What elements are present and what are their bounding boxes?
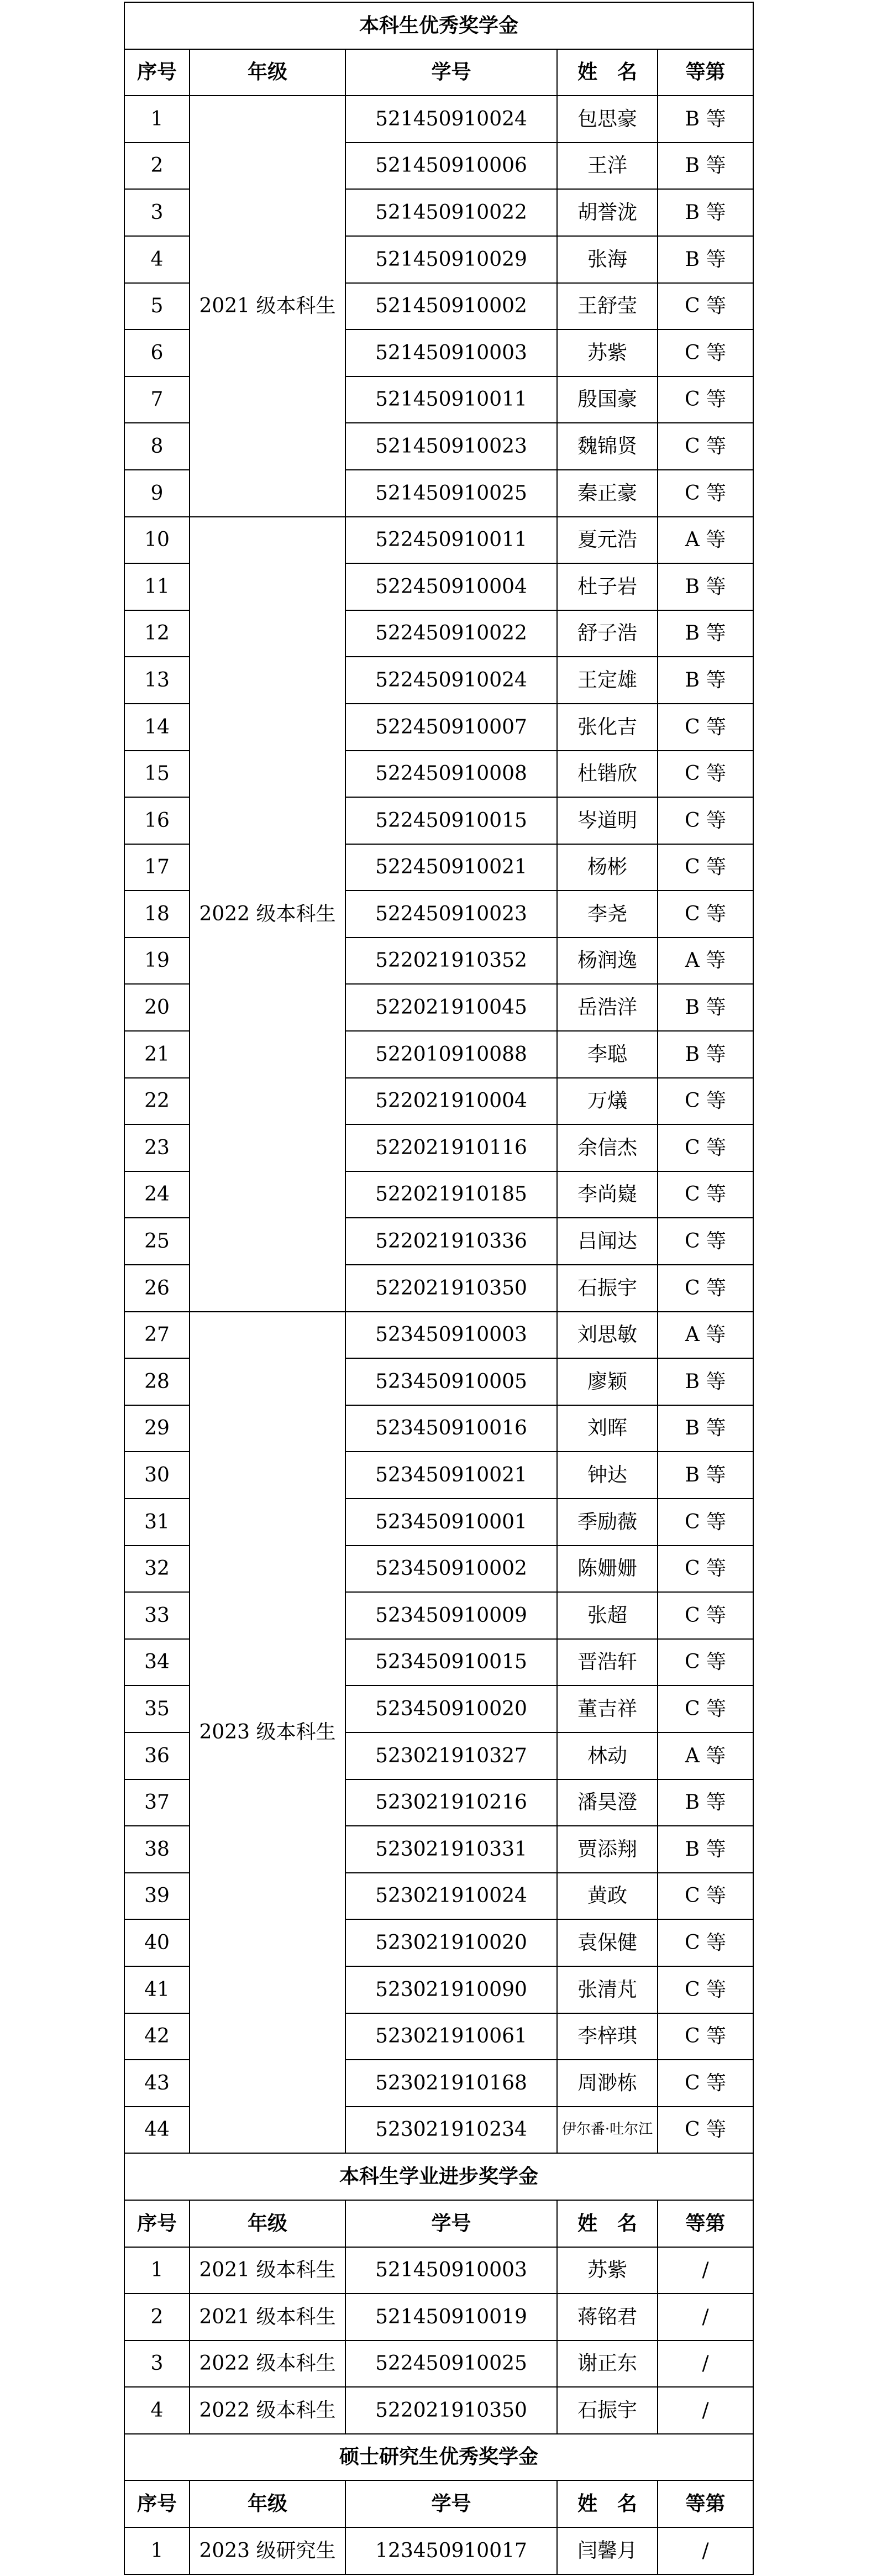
award-level: C 等 <box>658 891 753 938</box>
student-name: 杨彬 <box>557 844 658 891</box>
student-name: 秦正豪 <box>557 470 658 517</box>
award-level: B 等 <box>658 610 753 657</box>
level-header: 等第 <box>658 49 753 96</box>
student-name: 李尧 <box>557 891 658 938</box>
student-id: 522021910116 <box>345 1124 557 1171</box>
student-id: 522450910021 <box>345 844 557 891</box>
student-name: 陈姗姗 <box>557 1546 658 1593</box>
row-number: 12 <box>124 610 190 657</box>
no-header: 序号 <box>124 2480 190 2527</box>
student-id: 522450910025 <box>345 2341 557 2387</box>
row-number: 35 <box>124 1685 190 1732</box>
award-level: B 等 <box>658 1358 753 1405</box>
student-name: 伊尔番·吐尔江 <box>557 2107 658 2154</box>
grade-cell: 2023 级本科生 <box>190 1312 345 2154</box>
student-id: 523450910015 <box>345 1639 557 1686</box>
award-level: C 等 <box>658 329 753 376</box>
row-number: 39 <box>124 1873 190 1920</box>
student-name: 刘思敏 <box>557 1312 658 1359</box>
student-id: 522021910350 <box>345 1265 557 1312</box>
section-title: 硕士研究生优秀奖学金 <box>124 2434 753 2481</box>
name-header: 姓 名 <box>557 2480 658 2527</box>
student-name: 黄政 <box>557 1873 658 1920</box>
student-id: 521450910003 <box>345 329 557 376</box>
award-level: A 等 <box>658 517 753 564</box>
student-id: 523450910001 <box>345 1499 557 1546</box>
row-number: 2 <box>124 143 190 190</box>
student-id: 522450910007 <box>345 704 557 751</box>
row-number: 5 <box>124 283 190 330</box>
no-header: 序号 <box>124 2200 190 2247</box>
student-id: 522021910336 <box>345 1218 557 1265</box>
student-name: 周渺栋 <box>557 2060 658 2107</box>
award-level: C 等 <box>658 1873 753 1920</box>
row-number: 8 <box>124 423 190 470</box>
award-level: C 等 <box>658 2107 753 2154</box>
student-id: 521450910006 <box>345 143 557 190</box>
row-number: 21 <box>124 1031 190 1078</box>
student-id: 523450910016 <box>345 1405 557 1452</box>
header-row <box>124 49 753 96</box>
student-name: 晋浩轩 <box>557 1639 658 1686</box>
student-id: 522450910011 <box>345 517 557 564</box>
grade-header: 年级 <box>190 2480 345 2527</box>
row-number: 34 <box>124 1639 190 1686</box>
row-number: 6 <box>124 329 190 376</box>
row-number: 26 <box>124 1265 190 1312</box>
award-level: B 等 <box>658 984 753 1031</box>
grade-header: 年级 <box>190 49 345 96</box>
award-level: / <box>658 2341 753 2387</box>
student-id: 523021910331 <box>345 1826 557 1873</box>
award-level: C 等 <box>658 1592 753 1639</box>
table-row <box>124 1312 753 1359</box>
row-number: 27 <box>124 1312 190 1359</box>
row-number: 23 <box>124 1124 190 1171</box>
row-number: 36 <box>124 1732 190 1779</box>
row-number: 1 <box>124 2527 190 2574</box>
award-level: C 等 <box>658 844 753 891</box>
row-number: 22 <box>124 1078 190 1125</box>
student-name: 苏紫 <box>557 329 658 376</box>
grade-cell: 2022 级本科生 <box>190 2387 345 2434</box>
award-level: C 等 <box>658 704 753 751</box>
student-id: 521450910019 <box>345 2294 557 2341</box>
row-number: 19 <box>124 938 190 985</box>
row-number: 1 <box>124 96 190 143</box>
student-name: 胡誉泷 <box>557 189 658 236</box>
row-number: 18 <box>124 891 190 938</box>
student-name: 余信杰 <box>557 1124 658 1171</box>
student-id: 523450910005 <box>345 1358 557 1405</box>
row-number: 40 <box>124 1919 190 1966</box>
row-number: 28 <box>124 1358 190 1405</box>
student-id: 523021910061 <box>345 2013 557 2060</box>
student-id: 522450910023 <box>345 891 557 938</box>
grade-cell: 2023 级研究生 <box>190 2527 345 2574</box>
award-level: / <box>658 2387 753 2434</box>
section-title-row <box>124 2 753 49</box>
student-name: 夏元浩 <box>557 517 658 564</box>
student-id: 523021910216 <box>345 1779 557 1826</box>
student-name: 林动 <box>557 1732 658 1779</box>
grade-cell: 2021 级本科生 <box>190 2247 345 2294</box>
student-id-header: 学号 <box>345 2480 557 2527</box>
award-level: B 等 <box>658 189 753 236</box>
section-title: 本科生优秀奖学金 <box>124 2 753 49</box>
student-id: 523021910090 <box>345 1966 557 2013</box>
student-id: 521450910022 <box>345 189 557 236</box>
student-id: 522450910004 <box>345 563 557 610</box>
student-name: 杜子岩 <box>557 563 658 610</box>
student-id: 521450910002 <box>345 283 557 330</box>
student-name: 张清芃 <box>557 1966 658 2013</box>
student-name: 袁保健 <box>557 1919 658 1966</box>
award-level: C 等 <box>658 797 753 844</box>
table-row <box>124 2527 753 2574</box>
student-name: 石振宇 <box>557 2387 658 2434</box>
student-name: 石振宇 <box>557 1265 658 1312</box>
award-level: / <box>658 2247 753 2294</box>
award-level: C 等 <box>658 1265 753 1312</box>
student-id: 521450910023 <box>345 423 557 470</box>
row-number: 41 <box>124 1966 190 2013</box>
student-name: 万燨 <box>557 1078 658 1125</box>
award-level: B 等 <box>658 1031 753 1078</box>
award-level: C 等 <box>658 1124 753 1171</box>
student-id: 523450910020 <box>345 1685 557 1732</box>
row-number: 42 <box>124 2013 190 2060</box>
student-name: 岳浩洋 <box>557 984 658 1031</box>
student-id: 522450910024 <box>345 657 557 704</box>
student-id: 522010910088 <box>345 1031 557 1078</box>
row-number: 9 <box>124 470 190 517</box>
row-number: 17 <box>124 844 190 891</box>
award-level: / <box>658 2294 753 2341</box>
student-id: 521450910025 <box>345 470 557 517</box>
name-header: 姓 名 <box>557 49 658 96</box>
student-name: 蒋铭君 <box>557 2294 658 2341</box>
award-level: B 等 <box>658 657 753 704</box>
row-number: 20 <box>124 984 190 1031</box>
award-level: C 等 <box>658 1499 753 1546</box>
student-name: 李聪 <box>557 1031 658 1078</box>
award-level: C 等 <box>658 283 753 330</box>
row-number: 16 <box>124 797 190 844</box>
student-name: 李尚嶷 <box>557 1171 658 1218</box>
row-number: 24 <box>124 1171 190 1218</box>
student-name: 杜锴欣 <box>557 751 658 798</box>
row-number: 3 <box>124 2341 190 2387</box>
award-level: C 等 <box>658 1639 753 1686</box>
section-title-row <box>124 2434 753 2481</box>
table-row <box>124 517 753 564</box>
row-number: 25 <box>124 1218 190 1265</box>
grade-header: 年级 <box>190 2200 345 2247</box>
award-level: C 等 <box>658 423 753 470</box>
student-name: 杨润逸 <box>557 938 658 985</box>
row-number: 31 <box>124 1499 190 1546</box>
header-row <box>124 2200 753 2247</box>
student-id: 523450910002 <box>345 1546 557 1593</box>
student-name: 张超 <box>557 1592 658 1639</box>
level-header: 等第 <box>658 2480 753 2527</box>
award-level: B 等 <box>658 563 753 610</box>
award-level: B 等 <box>658 236 753 283</box>
award-level: C 等 <box>658 470 753 517</box>
student-id: 523021910168 <box>345 2060 557 2107</box>
student-id: 521450910003 <box>345 2247 557 2294</box>
student-name: 魏锦贤 <box>557 423 658 470</box>
table-row <box>124 2247 753 2294</box>
student-id: 522021910350 <box>345 2387 557 2434</box>
grade-cell: 2021 级本科生 <box>190 2294 345 2341</box>
student-id: 522021910185 <box>345 1171 557 1218</box>
award-level: A 等 <box>658 1732 753 1779</box>
award-level: A 等 <box>658 1312 753 1359</box>
grade-cell: 2022 级本科生 <box>190 517 345 1312</box>
row-number: 44 <box>124 2107 190 2154</box>
student-id: 523021910020 <box>345 1919 557 1966</box>
student-id: 523021910024 <box>345 1873 557 1920</box>
row-number: 32 <box>124 1546 190 1593</box>
table-row <box>124 2294 753 2341</box>
student-id: 521450910024 <box>345 96 557 143</box>
grade-cell: 2022 级本科生 <box>190 2341 345 2387</box>
scholarship-table <box>124 2 754 2575</box>
student-name: 廖颖 <box>557 1358 658 1405</box>
row-number: 14 <box>124 704 190 751</box>
award-level: B 等 <box>658 1826 753 1873</box>
student-name: 潘昊澄 <box>557 1779 658 1826</box>
award-level: C 等 <box>658 376 753 423</box>
row-number: 38 <box>124 1826 190 1873</box>
row-number: 13 <box>124 657 190 704</box>
student-name: 季励薇 <box>557 1499 658 1546</box>
student-name: 董吉祥 <box>557 1685 658 1732</box>
student-name: 张海 <box>557 236 658 283</box>
row-number: 1 <box>124 2247 190 2294</box>
award-level: C 等 <box>658 2060 753 2107</box>
award-level: C 等 <box>658 1078 753 1125</box>
row-number: 4 <box>124 236 190 283</box>
student-name: 苏紫 <box>557 2247 658 2294</box>
row-number: 33 <box>124 1592 190 1639</box>
student-id: 522450910022 <box>345 610 557 657</box>
student-id: 522450910008 <box>345 751 557 798</box>
row-number: 11 <box>124 563 190 610</box>
student-name: 闫馨月 <box>557 2527 658 2574</box>
no-header: 序号 <box>124 49 190 96</box>
student-name: 王洋 <box>557 143 658 190</box>
award-level: A 等 <box>658 938 753 985</box>
level-header: 等第 <box>658 2200 753 2247</box>
student-name: 王舒莹 <box>557 283 658 330</box>
grade-cell: 2021 级本科生 <box>190 96 345 516</box>
award-level: C 等 <box>658 2013 753 2060</box>
student-name: 岑道明 <box>557 797 658 844</box>
award-level: / <box>658 2527 753 2574</box>
student-name: 贾添翔 <box>557 1826 658 1873</box>
award-level: C 等 <box>658 1919 753 1966</box>
student-id-header: 学号 <box>345 49 557 96</box>
student-name: 王定雄 <box>557 657 658 704</box>
student-id: 123450910017 <box>345 2527 557 2574</box>
student-id: 523450910003 <box>345 1312 557 1359</box>
student-id: 521450910011 <box>345 376 557 423</box>
row-number: 43 <box>124 2060 190 2107</box>
award-level: C 等 <box>658 1546 753 1593</box>
award-level: C 等 <box>658 1171 753 1218</box>
award-level: B 等 <box>658 143 753 190</box>
award-level: B 等 <box>658 1779 753 1826</box>
student-name: 吕闻达 <box>557 1218 658 1265</box>
student-name: 殷国豪 <box>557 376 658 423</box>
student-name: 钟达 <box>557 1452 658 1499</box>
table-row <box>124 2341 753 2387</box>
student-name: 谢正东 <box>557 2341 658 2387</box>
award-level: C 等 <box>658 1966 753 2013</box>
award-level: C 等 <box>658 1685 753 1732</box>
header-row <box>124 2480 753 2527</box>
award-level: B 等 <box>658 96 753 143</box>
name-header: 姓 名 <box>557 2200 658 2247</box>
row-number: 29 <box>124 1405 190 1452</box>
row-number: 37 <box>124 1779 190 1826</box>
student-id: 523021910327 <box>345 1732 557 1779</box>
scholarship-table-body <box>124 2 753 2574</box>
student-id: 522450910015 <box>345 797 557 844</box>
award-level: C 等 <box>658 751 753 798</box>
student-name: 包思豪 <box>557 96 658 143</box>
row-number: 3 <box>124 189 190 236</box>
row-number: 15 <box>124 751 190 798</box>
student-name: 张化吉 <box>557 704 658 751</box>
student-name: 舒子浩 <box>557 610 658 657</box>
student-id: 522021910004 <box>345 1078 557 1125</box>
award-level: C 等 <box>658 1218 753 1265</box>
section-title: 本科生学业进步奖学金 <box>124 2153 753 2200</box>
table-row <box>124 96 753 143</box>
table-row <box>124 2387 753 2434</box>
row-number: 2 <box>124 2294 190 2341</box>
section-title-row <box>124 2153 753 2200</box>
student-id: 523450910009 <box>345 1592 557 1639</box>
row-number: 4 <box>124 2387 190 2434</box>
row-number: 10 <box>124 517 190 564</box>
award-level: B 等 <box>658 1405 753 1452</box>
student-id: 522021910352 <box>345 938 557 985</box>
student-id: 522021910045 <box>345 984 557 1031</box>
student-name: 李梓琪 <box>557 2013 658 2060</box>
row-number: 7 <box>124 376 190 423</box>
student-id-header: 学号 <box>345 2200 557 2247</box>
student-id: 523450910021 <box>345 1452 557 1499</box>
award-level: B 等 <box>658 1452 753 1499</box>
row-number: 30 <box>124 1452 190 1499</box>
student-name: 刘晖 <box>557 1405 658 1452</box>
student-id: 521450910029 <box>345 236 557 283</box>
student-id: 523021910234 <box>345 2107 557 2154</box>
